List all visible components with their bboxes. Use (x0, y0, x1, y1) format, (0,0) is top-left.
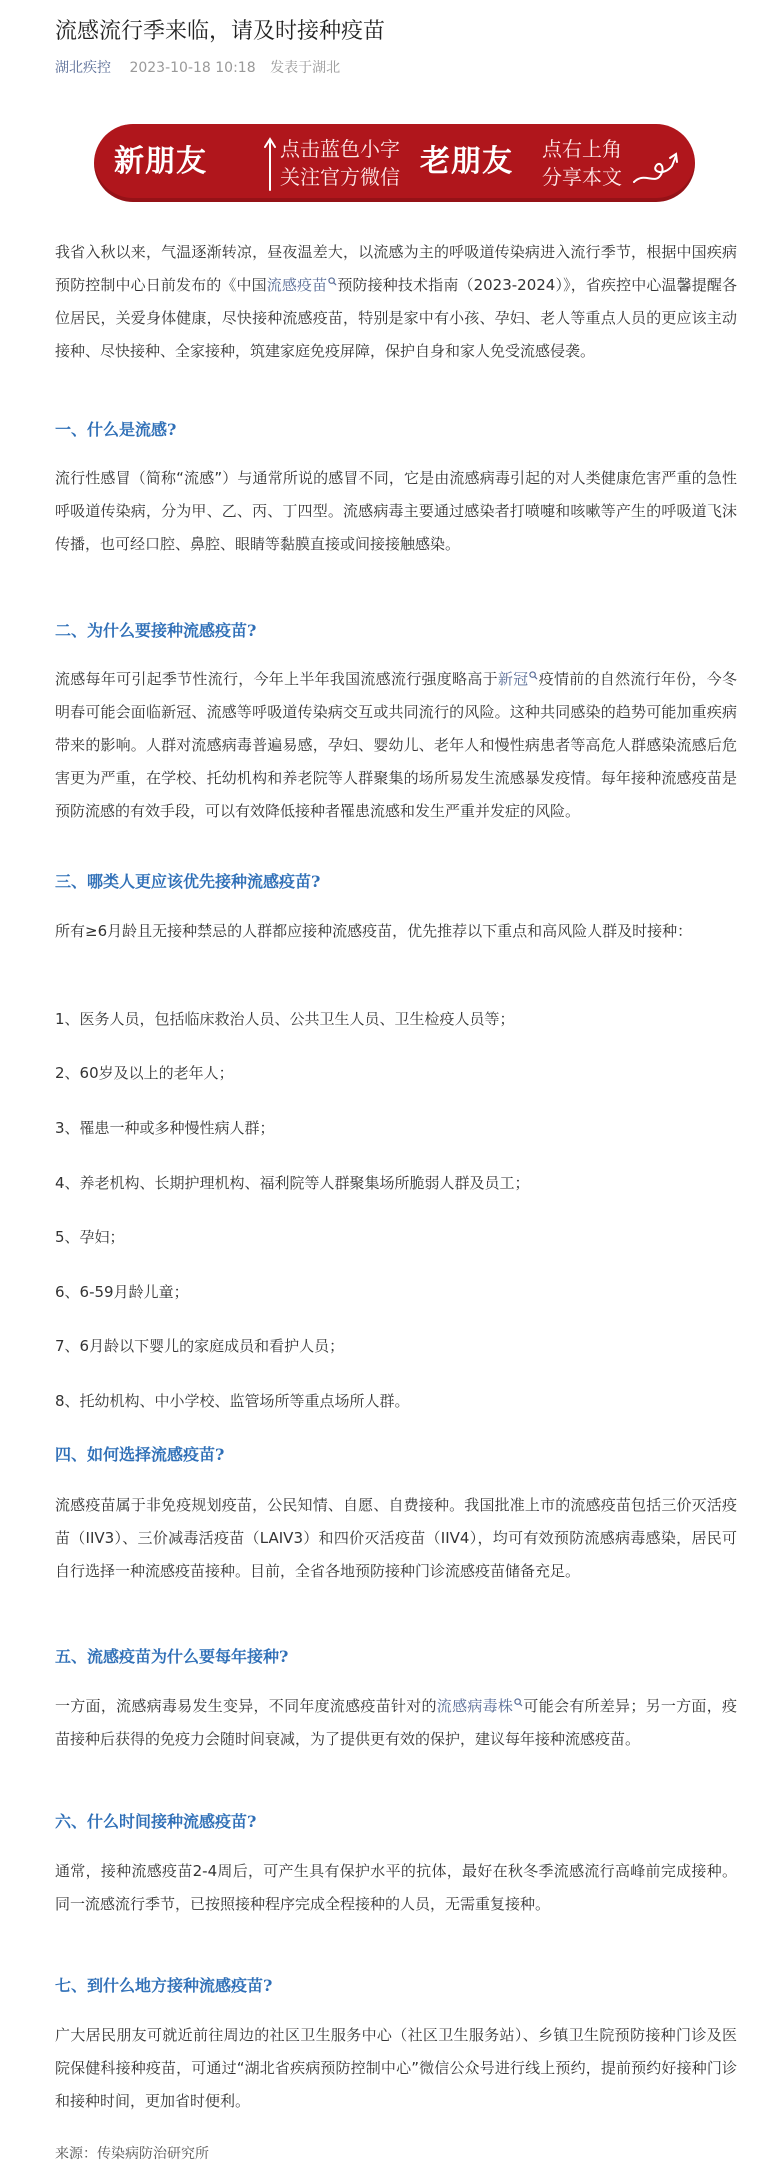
section-7-paragraph: 广大居民朋友可就近前往周边的社区卫生服务中心（社区卫生服务站）、乡镇卫生院预防接种门诊及医院保健科接种疫苗，可通过“湖北省疾病预防控制中心”微信公众号进行线上预约，提前预约好接种门诊和接种时间，更加省时便利。 (55, 2026, 737, 2110)
banner-new-line2: 关注官方微信 (280, 165, 400, 189)
section-5-paragraph (55, 1690, 737, 1756)
priority-list-item: 8、托幼机构、中小学校、监管场所等重点场所人群。 (55, 1392, 410, 1410)
section-6-paragraph: 通常，接种流感疫苗2-4周后，可产生具有保护水平的抗体，最好在秋冬季流感流行高峰前完成接种。同一流感流行季节，已按照接种程序完成全程接种的人员，无需重复接种。 (55, 1862, 737, 1913)
intro-text-1: 我省入秋以来，气温逐渐转凉，昼夜温差大，以流感为主的呼吸道传染病进入流行季节，根据中国疾病预防控制中心日前发布的《中国 (55, 243, 737, 294)
priority-list-item: 4、养老机构、长期护理机构、福利院等人群聚集场所脆弱人群及员工； (55, 1174, 530, 1192)
search-icon (514, 1698, 523, 1707)
banner-new-line1: 点击蓝色小字 (280, 137, 400, 161)
publish-date: 2023-10-18 10:18 (129, 60, 256, 76)
section-2-text-2: 疫情前的自然流行年份，今冬明春可能会面临新冠、流感等呼吸道传染病交互或共同流行的风险。这种共同感染的趋势可能加重疾病带来的影响。人群对流感病毒普遍易感，孕妇、婴幼儿、老年人和慢性病患者等高危人群感染流感后危害更为严重，在学校、托幼机构和养老院等人群聚集的场所易发生流感暴发疫情。每年接种流感疫苗是预防流感的有效手段，可以有效降低接种者罹患流感和发生严重并发症的风险。 (55, 670, 737, 820)
section-5-heading: 五、流感疫苗为什么要每年接种? (55, 1647, 289, 1666)
section-5-text-1: 一方面，流感病毒易发生变异，不同年度流感疫苗针对的 (55, 1697, 437, 1715)
section-2-text-1: 流感每年可引起季节性流行，今年上半年我国流感流行强度略高于 (55, 670, 498, 688)
keyword-link-flu-vaccine[interactable] (267, 276, 338, 294)
publish-location: 发表于湖北 (270, 60, 341, 76)
source-note: 来源：传染病防治研究所 (55, 2146, 209, 2162)
section-1-heading: 一、什么是流感? (55, 420, 177, 439)
keyword-link-covid[interactable] (498, 670, 539, 688)
section-1-paragraph: 流行性感冒（简称“流感”）与通常所说的感冒不同，它是由流感病毒引起的对人类健康危害严重的急性呼吸道传染病，分为甲、乙、丙、丁四型。流感病毒主要通过感染者打喷嚏和咳嗽等产生的呼吸道飞沫传播，也可经口腔、鼻腔、眼睛等黏膜直接或间接接触感染。 (55, 469, 737, 553)
account-name-link[interactable]: 湖北疾控 (55, 60, 111, 76)
article-meta (55, 56, 340, 80)
priority-list-item: 1、医务人员，包括临床救治人员、公共卫生人员、卫生检疫人员等； (55, 1010, 515, 1028)
banner-old-line2: 分享本文 (542, 165, 622, 189)
section-4-paragraph: 流感疫苗属于非免疫规划疫苗，公民知情、自愿、自费接种。我国批准上市的流感疫苗包括三价灭活疫苗（IIV3）、三价减毒活疫苗（LAIV3）和四价灭活疫苗（IIV4），均可有效预防流感病毒感染，居民可自行选择一种流感疫苗接种。目前，全省各地预防接种门诊流感疫苗储备充足。 (55, 1496, 737, 1580)
priority-list-item: 5、孕妇； (55, 1228, 125, 1246)
priority-list-item: 3、罹患一种或多种慢性病人群； (55, 1119, 275, 1137)
intro-text-2: 预防接种技术指南（2023-2024）》，省疾控中心温馨提醒各位居民，关爱身体健康，尽快接种流感疫苗，特别是家中有小孩、孕妇、老人等重点人员的更应该主动接种、尽快接种、全家接种，筑建家庭免疫屏障，保护自身和家人免受流感侵袭。 (55, 276, 737, 360)
priority-list-item: 7、6月龄以下婴儿的家庭成员和看护人员； (55, 1337, 345, 1355)
banner-new-friend: 新朋友 (114, 144, 207, 179)
section-2-paragraph (55, 663, 737, 828)
banner-old-line1: 点右上角 (542, 137, 622, 161)
banner-old-friend: 老朋友 (420, 144, 513, 179)
section-5-text-2: 可能会有所差异；另一方面，疫苗接种后获得的免疫力会随时间衰减，为了提供更有效的保护，建议每年接种流感疫苗。 (55, 1697, 737, 1748)
section-3-heading: 三、哪类人更应该优先接种流感疫苗? (55, 872, 321, 891)
search-icon (328, 277, 337, 286)
keyword-link-text: 流感病毒株 (436, 1697, 514, 1715)
article-title: 流感流行季来临，请及时接种疫苗 (55, 19, 386, 44)
section-3-intro: 所有≥6月龄且无接种禁忌的人群都应接种流感疫苗，优先推荐以下重点和高风险人群及时接种： (55, 922, 693, 940)
priority-list-item: 2、60岁及以上的老年人； (55, 1064, 234, 1082)
section-2-heading: 二、为什么要接种流感疫苗? (55, 621, 257, 640)
up-arrow-icon (264, 136, 276, 192)
section-7-heading: 七、到什么地方接种流感疫苗? (55, 1976, 273, 1995)
curly-arrow-icon (630, 142, 680, 188)
keyword-link-flu-strain[interactable] (437, 1697, 523, 1715)
keyword-link-text: 流感疫苗 (266, 276, 328, 294)
section-6-heading: 六、什么时间接种流感疫苗? (55, 1812, 257, 1831)
follow-share-banner (94, 124, 695, 202)
keyword-link-text: 新冠 (497, 670, 529, 688)
section-4-heading: 四、如何选择流感疫苗? (55, 1445, 225, 1464)
intro-paragraph (55, 236, 737, 368)
priority-list-item: 6、6-59月龄儿童； (55, 1283, 189, 1301)
